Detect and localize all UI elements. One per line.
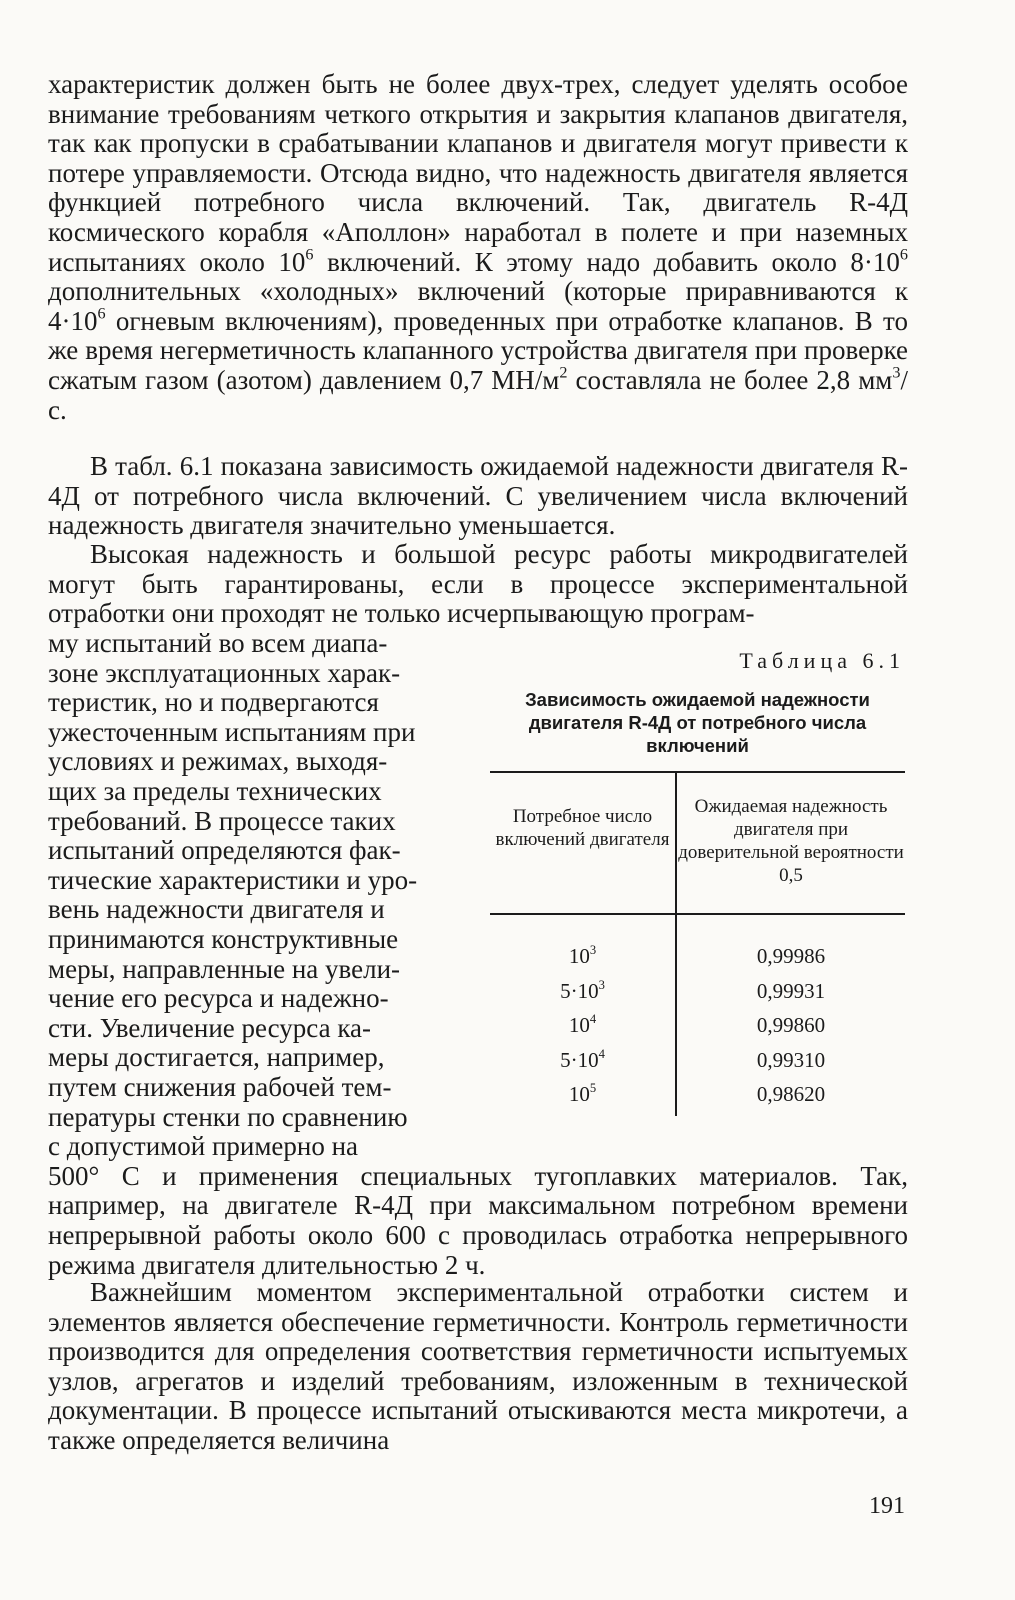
table-cell-count: $5\cdot 10^3$ — [560, 977, 605, 1003]
wrap-line: сти. Увеличение ресурса ка- — [48, 1012, 372, 1043]
paragraph-1-text-a: характеристик должен быть не более двух-трех, следует уделять особое внимание требованиям четкого открытия и закрытия клапанов двигателя, так как пропуски в срабатывании клапанов и двигателя могут привести к потере управляемости. Отсюда видно, что надежность двигателя является функцией потребного числа включений. Так, двигатель R-4Д космического корабля «Аполлон» наработал в полете и при наземных испытаниях около 10 — [48, 69, 908, 277]
paragraph-1-text-c: дополнительных «холодных» включений (которые приравниваются к 4·10 — [48, 276, 908, 336]
col-header-switch-count: Потребное число включений двигателя — [495, 806, 670, 850]
paragraph-3-tail: 500° С и применения специальных тугоплавких материалов. Так, например, на двигателе R-4Д при максимальном потребном времени непрерывной работы около 600 с проводилась отработка непрерывного режима двигателя длительностью 2 ч. — [48, 1160, 908, 1280]
wrap-line: пературы стенки по сравнению — [48, 1101, 408, 1132]
wrap-line: меры достигается, например, — [48, 1042, 385, 1073]
table-cell-reliability: 0,98620 — [756, 1082, 826, 1106]
paragraph-4 — [48, 1278, 908, 1456]
paragraph-1-text-f: /с. — [48, 364, 908, 425]
wrap-line: му испытаний во всем диапа- — [48, 628, 388, 658]
wrap-line: принимаются конструктивные — [48, 924, 399, 954]
paragraph-1-text-b: включений. К этому надо добавить около 8·10 — [313, 246, 900, 277]
paragraph-2 — [48, 452, 908, 541]
table-header-rule — [490, 913, 905, 915]
table-cell-count: $5\cdot 10^4$ — [560, 1046, 605, 1072]
table-caption: Зависимость ожидаемой надежности двигателя R-4Д от потребного числа включений — [525, 689, 870, 756]
wrap-line: с допустимой примерно на — [48, 1131, 359, 1162]
table-label: Таблица 6.1 — [739, 648, 905, 673]
page-number: 191 — [869, 1493, 905, 1519]
wrap-line: условиях и режимах, выходя- — [48, 746, 388, 777]
table-cell-reliability: 0,99986 — [756, 944, 826, 968]
wrap-line: чение его ресурса и надежно- — [48, 983, 389, 1014]
table-cell-reliability: 0,99860 — [756, 1013, 826, 1037]
table-cell-reliability: 0,99310 — [756, 1047, 826, 1072]
superscript: 6 — [305, 244, 314, 263]
wrap-line: теристик, но и подвергаются — [48, 687, 379, 718]
paragraph-2-text: В табл. 6.1 показана зависимость ожидаемой надежности двигателя R-4Д от потребного числа включений. С увеличением числа включений надежность двигателя значительно уменьшается. — [48, 451, 908, 541]
paragraph-4-text: Важнейшим моментом экспериментальной отработки систем и элементов является обеспечение герметичности. Контроль герметичности производится для определения соответствия герметичности испытуемых узлов, агрегатов и изделий требованиям, изложенным в технической документации. В процессе испытаний отыскиваются места микротечи, а также определяется величина — [48, 1277, 908, 1455]
table-6-1 — [490, 648, 905, 1131]
paragraph-1-text-d: огневым включениям), проведенных при отработке клапанов. В то же время негерметичность клапанного устройства двигателя при проверке сжатым газом (азотом) давлением 0,7 МН/м — [48, 305, 908, 395]
wrap-line: ужесточенным испытаниям при — [48, 716, 416, 747]
wrap-line: меры, направленные на увели- — [48, 953, 401, 984]
superscript: 3 — [892, 363, 901, 382]
table-cell-count: $10^3$ — [568, 942, 597, 968]
table-grid — [490, 771, 905, 1131]
paragraph-3-intro — [48, 540, 908, 629]
superscript: 6 — [899, 244, 908, 263]
table-top-rule — [490, 771, 905, 773]
table-cell-reliability: 0,99931 — [756, 978, 826, 1003]
paragraph-1-text-e: составляла не более 2,8 мм — [567, 364, 893, 395]
paragraph-1 — [48, 70, 908, 425]
wrap-line: щих за пределы технических — [48, 776, 382, 806]
wrap-line: зоне эксплуатационных харак- — [48, 657, 401, 688]
wrap-line: требований. В процессе таких — [48, 805, 396, 836]
wrap-line: путем снижения рабочей тем- — [48, 1072, 392, 1102]
table-cell-count: $10^4$ — [568, 1011, 597, 1037]
wrap-line: тические характеристики и уро- — [48, 864, 418, 895]
paragraph-3-intro-text: Высокая надежность и большой ресурс работы микродвигателей могут быть гарантированы, если в процессе экспериментальной отработки они проходят не только исчерпывающую програм- — [48, 539, 908, 629]
wrap-line: испытаний определяются фак- — [48, 835, 401, 866]
superscript: 6 — [97, 304, 106, 323]
superscript: 2 — [559, 363, 568, 382]
wrap-line: вень надежности двигателя и — [48, 894, 385, 925]
table-cell-count: $10^5$ — [568, 1080, 597, 1106]
col-header-reliability: Ожидаемая надежность двигателя при доверительной вероятности 0,5 — [678, 796, 904, 886]
